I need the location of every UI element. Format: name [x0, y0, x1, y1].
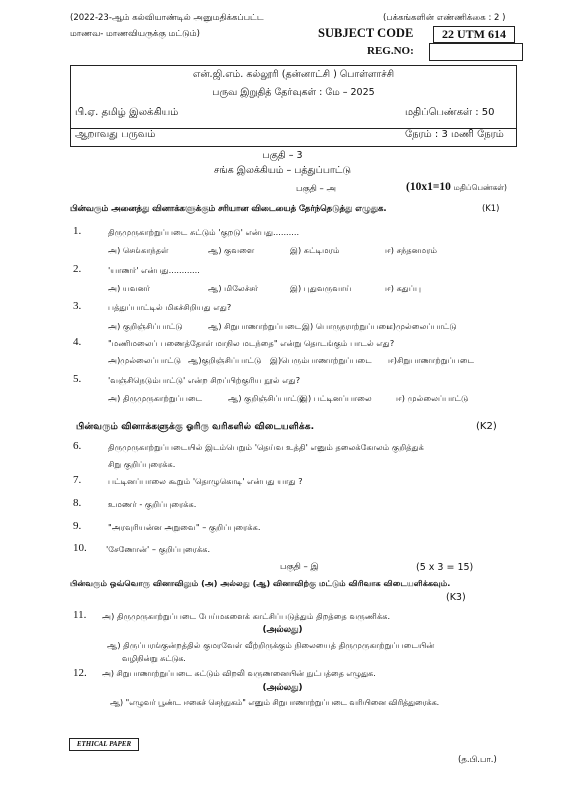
answer-option[interactable]: ஈ)முல்லைப்பாட்டு — [387, 321, 457, 331]
page-count: (பக்கங்களின் எண்ணிக்கை : 2 ) — [383, 13, 506, 23]
answer-option[interactable]: அ) திருமுருகாற்றுப்படை — [108, 393, 203, 403]
question-number: 2. — [73, 263, 82, 275]
answer-option[interactable]: அ)முல்லைப்பாட்டு — [108, 355, 182, 365]
answer-option[interactable]: இ)பெரும்பாணாற்றுப்படை — [270, 355, 372, 365]
ethical-paper-stamp: ETHICAL PAPER — [69, 738, 139, 751]
question-text: திருமுருகாற்றுப்படை சுட்டும் 'குறடு' என்பது.......... — [108, 227, 300, 237]
answer-option[interactable]: இ) சுட்டிமரம் — [290, 245, 340, 255]
duration: நேரம் : 3 மணி நேரம் — [405, 129, 504, 140]
question-text: "மணிமலைப் பணைத்தோள் மாநில மடந்தை" என்று தொடங்கும் பாடல் எது? — [108, 338, 395, 348]
question-12-option-a: அ) சிறுபாணாற்றுப்படை சுட்டும் விறலி வருணனையின் நுட்பத்தை எழுதுக. — [102, 669, 376, 678]
answer-option[interactable]: இ) பட்டினப்பாலை — [300, 393, 372, 403]
question-text: 'சேணோன்' – குறிப்புரைக்க. — [106, 544, 211, 554]
please-turn-over: (த.பி.பா.) — [458, 755, 497, 765]
question-number: 11. — [73, 609, 87, 621]
answer-option[interactable]: ஈ) கதுப்பு — [385, 283, 422, 293]
or-divider: (அல்லது) — [262, 683, 303, 693]
question-number: 10. — [73, 542, 87, 554]
answer-option[interactable]: ஆ) சிறுபாணாற்றுப்படை — [208, 321, 302, 331]
question-11-option-b: ஆ) திருப்பரங்குன்றத்தில் குமரவேள் வீற்றிருக்கும் நிலையைத் திருமுருகாற்றுப்படையின் — [107, 640, 435, 650]
subject-code-value: 22 UTM 614 — [433, 26, 515, 43]
section-c-level: (K3) — [446, 592, 466, 603]
question-number: 4. — [73, 336, 82, 348]
section-c-marks: (5 x 3 = 15) — [416, 562, 474, 573]
question-number: 9. — [73, 520, 82, 532]
answer-option[interactable]: ஆ) குறிஞ்சிப்பாட்டு — [228, 393, 304, 403]
question-number: 8. — [73, 497, 82, 509]
answer-option[interactable]: ஈ) முல்லைப்பாட்டு — [396, 393, 469, 403]
max-marks: மதிப்பெண்கள் : 50 — [405, 107, 495, 118]
section-c-instruction: பின்வரும் ஒவ்வொரு வினாவிலும் (அ) அல்லது (ஆ) வினாவிற்கு மட்டும் விரிவாக விடையளிக்கவும். — [70, 578, 451, 588]
section-a-title: பகுதி – அ — [296, 184, 336, 194]
question-11-option-b-cont: வழிநின்று சுட்டுக. — [122, 654, 186, 663]
answer-option[interactable]: அ) யவனர் — [108, 283, 150, 293]
question-text: பத்துப்பாட்டில் மிகச்சிறியது எது? — [108, 302, 232, 312]
section-a-instruction: பின்வரும் அனைத்து வினாக்களுக்கும் சரியான விடையைத் தேர்ந்தெடுத்து எழுதுக. — [70, 203, 387, 213]
question-number: 1. — [73, 225, 82, 237]
course-name: பி.ஏ. தமிழ் இலக்கியம் — [75, 107, 179, 118]
eligibility-line-2: மாணவ- மாணவியருக்கு மட்டும்) — [70, 29, 200, 39]
section-a-level: (K1) — [482, 203, 500, 213]
semester: ஆறாவது பருவம் — [75, 129, 156, 140]
answer-option[interactable]: அ) குறிஞ்சிப்பாட்டு — [108, 321, 183, 331]
section-b-level: (K2) — [476, 421, 497, 432]
question-text: பட்டினப்பாலை கூறும் 'தொழுகொடி' என்பது யாது ? — [108, 476, 303, 486]
answer-option[interactable]: ஈ)சிறுபாணாற்றுப்படை — [388, 355, 475, 365]
question-text: உமணர் - குறிப்புரைக்க. — [108, 499, 197, 509]
answer-option[interactable]: ஆ)குறிஞ்சிப்பாட்டு — [188, 355, 262, 365]
answer-option[interactable]: ஆ) குவளை — [208, 245, 255, 255]
answer-option[interactable]: இ) புதுவருவாய் — [290, 283, 352, 293]
question-text: "அரவுரியன்ன அறுவை" – குறிப்புரைக்க. — [108, 522, 261, 532]
question-text: 'யாணர்' என்பது............ — [108, 265, 200, 275]
answer-option[interactable]: இ) பொருநராற்றுப்படை — [302, 321, 393, 331]
subject-code-label: SUBJECT CODE — [318, 26, 414, 40]
answer-option[interactable]: ஈ) சந்தனமரம் — [385, 245, 438, 255]
question-number: 12. — [73, 667, 87, 679]
answer-option[interactable]: ஆ) மிலேச்சர் — [208, 283, 259, 293]
question-number: 5. — [73, 373, 82, 385]
unit-label: பகுதி – 3 — [262, 150, 303, 161]
question-text-cont: சிறு குறிப்புரைக்க. — [108, 459, 176, 469]
question-number: 3. — [73, 300, 82, 312]
question-11-option-a: அ) திருமுருகாற்றுப்படை பேய்மகளைக் காட்சிப்படுத்தும் திறத்தை வருணிக்க. — [102, 611, 391, 621]
section-a-marks: (10x1=10 மதிப்பெண்கள்) — [406, 181, 507, 193]
or-divider: (அல்லது) — [262, 625, 303, 635]
subject-title: சங்க இலக்கியம் – பத்துப்பாட்டு — [214, 165, 351, 176]
exam-title: பருவ இறுதித் தேர்வுகள் : மே – 2025 — [212, 87, 375, 98]
reg-no-box[interactable] — [429, 43, 523, 61]
reg-no-label: REG.NO: — [367, 45, 414, 57]
question-text: திருமுருகாற்றுப்படையில் இடம்பெறும் 'தெய்வ உத்தி' எனும் தலைக்கோலம் குறித்துக் — [108, 442, 424, 452]
question-number: 6. — [73, 440, 82, 452]
question-number: 7. — [73, 474, 82, 486]
question-text: 'வஞ்சிநெடும்பாட்டு' என்ற சிறப்பிற்குரிய நூல் எது? — [108, 375, 301, 385]
eligibility-line-1: (2022-23-ஆம் கல்வியாண்டில் அனுமதிக்கப்பட்ட — [70, 13, 264, 23]
question-12-option-b: ஆ) "எழுவர் பூண்ட ஈகைச் செந்நுகம்" எனும் சிறுபாணாற்றுப்படை வரியினை விரித்துரைக்க. — [110, 698, 440, 707]
college-name: என்.ஜி.எம். கல்லூரி (தன்னாட்சி ) பொள்ளாச்சி — [192, 69, 395, 80]
answer-option[interactable]: அ) செங்காந்தள் — [108, 245, 169, 255]
section-b-instruction: பின்வரும் வினாக்களுக்கு ஓரிரு வரிகளில் விடையளிக்க. — [76, 421, 315, 432]
section-c-title: பகுதி – இ — [280, 562, 319, 572]
